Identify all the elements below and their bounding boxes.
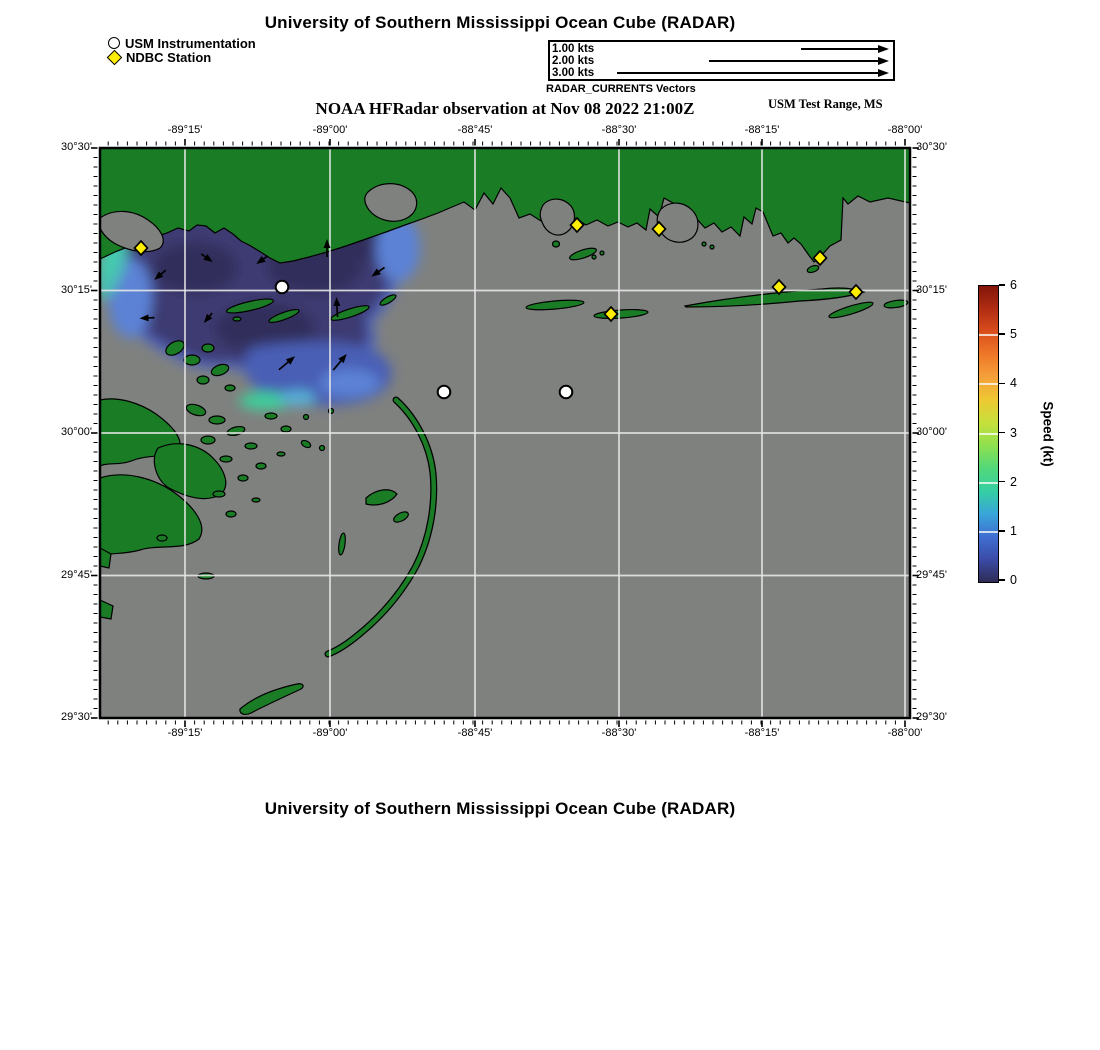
vector-scale-label: 1.00 kts xyxy=(552,43,595,55)
lon-tick-label: -88°15' xyxy=(744,124,780,136)
lat-tick-label: 30°00' xyxy=(61,426,92,438)
colorbar-title: Speed (kt) xyxy=(1040,401,1056,467)
lat-tick-label: 29°45' xyxy=(916,568,947,581)
colorbar-tick-label: 3 xyxy=(1010,425,1017,440)
lon-tick-label: -89°00' xyxy=(312,124,348,136)
lat-tick-label: 30°30' xyxy=(61,141,92,153)
legend-item-ndbc xyxy=(108,50,256,64)
usm-instrumentation-marker xyxy=(276,281,289,294)
scale-arrow xyxy=(801,45,889,53)
colorbar xyxy=(978,285,999,583)
colorbar-tick xyxy=(999,383,1005,385)
usm-instrumentation-icon xyxy=(108,37,120,49)
scale-arrow-head xyxy=(878,57,889,65)
vector-scale-row xyxy=(552,67,891,79)
lon-tick-label: -89°15' xyxy=(167,727,203,739)
lon-tick-label: -88°15' xyxy=(744,727,780,739)
lon-tick-label: -88°45' xyxy=(457,727,493,739)
lat-tick-label: 29°45' xyxy=(61,568,92,581)
lon-tick-label: -89°00' xyxy=(312,727,348,739)
vector-scale-row xyxy=(552,43,891,55)
legend-item-usm xyxy=(108,36,256,50)
colorbar-tick xyxy=(999,333,1005,335)
lon-tick-label: -88°30' xyxy=(601,727,637,739)
scale-arrow-line xyxy=(801,48,878,50)
colorbar-tick-label: 5 xyxy=(1010,327,1017,342)
colorbar-gridline xyxy=(979,482,998,484)
map-canvas xyxy=(90,138,920,728)
lat-tick-label: 30°30' xyxy=(916,141,947,153)
lon-tick-label: -89°15' xyxy=(167,124,203,136)
scale-arrow-head xyxy=(878,69,889,77)
corner-note: USM Test Range, MS xyxy=(768,97,883,111)
colorbar-tick xyxy=(999,530,1005,532)
colorbar-tick xyxy=(999,481,1005,483)
footer-title: University of Southern Mississippi Ocean Cube (RADAR) xyxy=(264,799,736,818)
map-subtitle: NOAA HFRadar observation at Nov 08 2022 21:00Z xyxy=(315,99,695,118)
lon-tick-label: -88°00' xyxy=(887,124,923,136)
scale-arrow-line xyxy=(709,60,878,62)
lon-tick-label: -88°00' xyxy=(887,727,923,739)
colorbar-tick xyxy=(999,579,1005,581)
legend-label: NDBC Station xyxy=(126,49,212,65)
page-title: University of Southern Mississippi Ocean Cube (RADAR) xyxy=(264,13,736,32)
ndbc-station-icon xyxy=(107,49,123,65)
usm-instrumentation-marker xyxy=(438,386,451,399)
vector-scale-row xyxy=(552,55,891,67)
vector-scale-caption: RADAR_CURRENTS Vectors xyxy=(546,83,696,95)
colorbar-tick-label: 2 xyxy=(1010,474,1017,489)
scale-arrow-head xyxy=(878,45,889,53)
colorbar-tick xyxy=(999,432,1005,434)
legend xyxy=(108,36,256,64)
scale-arrow-line xyxy=(617,72,878,74)
map xyxy=(90,138,920,728)
lat-tick-label: 30°15' xyxy=(61,283,92,296)
vector-scale-label: 2.00 kts xyxy=(552,55,595,67)
colorbar-tick-label: 1 xyxy=(1010,523,1017,538)
lat-tick-label: 30°15' xyxy=(916,283,947,296)
lat-tick-label: 30°00' xyxy=(916,426,947,438)
lon-tick-label: -88°30' xyxy=(601,124,637,136)
colorbar-gridline xyxy=(979,334,998,336)
vector-scale-label: 3.00 kts xyxy=(552,67,595,79)
vector-scale-box xyxy=(548,40,895,81)
lat-tick-label: 29°30' xyxy=(61,711,92,723)
colorbar-tick-label: 4 xyxy=(1010,376,1017,391)
colorbar-gridline xyxy=(979,433,998,435)
usm-instrumentation-marker xyxy=(560,386,573,399)
colorbar-tick-label: 6 xyxy=(1010,278,1017,292)
colorbar-gridline xyxy=(979,383,998,385)
lon-tick-label: -88°45' xyxy=(457,124,493,136)
legend-label: USM Instrumentation xyxy=(125,35,256,51)
lat-tick-label: 29°30' xyxy=(916,711,947,723)
scale-arrow xyxy=(617,69,889,77)
colorbar-gridline xyxy=(979,531,998,533)
colorbar-tick-label: 0 xyxy=(1010,573,1017,587)
scale-arrow xyxy=(709,57,889,65)
colorbar-tick xyxy=(999,284,1005,286)
